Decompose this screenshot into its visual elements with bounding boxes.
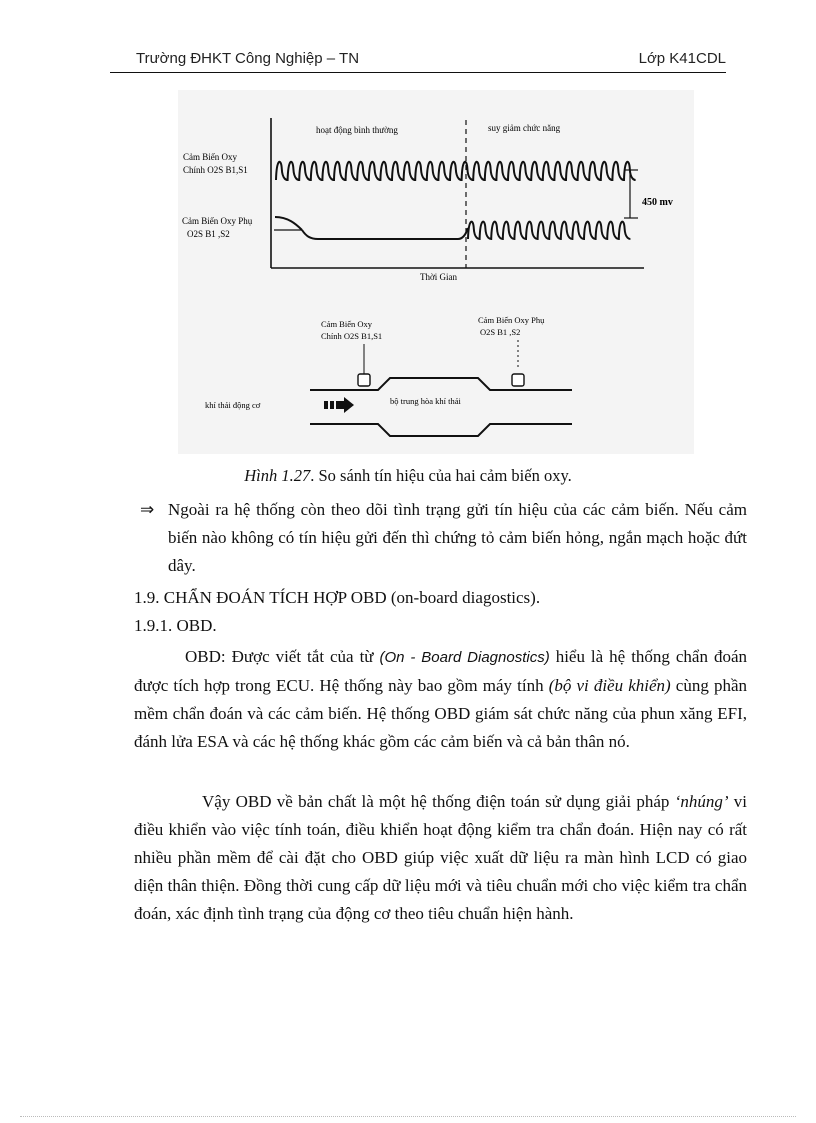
pipe-top-wall bbox=[310, 378, 572, 390]
p2-term: ‘nhúng’ bbox=[674, 792, 729, 811]
sub-sensor-label: Cảm Biến Oxy Phụ bbox=[182, 216, 253, 226]
normal-label: hoạt động bình thường bbox=[316, 125, 398, 135]
bullet-paragraph bbox=[134, 496, 747, 580]
subsection-heading: 1.9.1. OBD. bbox=[134, 616, 217, 635]
page-bottom-border bbox=[20, 1116, 796, 1117]
exhaust-flow-arrow bbox=[324, 397, 354, 413]
sub-sensor-settle bbox=[275, 217, 302, 230]
sub-sensor-probe bbox=[512, 374, 524, 386]
p1-term: (On - Board Diagnostics) bbox=[379, 649, 550, 666]
header-class: Lớp K41CDL bbox=[638, 50, 726, 67]
p1-text-e: cùng phần mềm chẩn đoán và các cảm biến. Hệ thống OBD giám sát chức năng của phun xăng EFI, đánh lửa ESA và các hệ thống khác gồm các cảm biến và cả bản thân nó. bbox=[134, 676, 747, 751]
sub-sensor-code: O2S B1 ,S2 bbox=[187, 229, 230, 239]
sub-sensor-waveform bbox=[468, 222, 630, 239]
section-heading: 1.9. CHẨN ĐOÁN TÍCH HỢP OBD (on-board diagostics). bbox=[134, 588, 541, 607]
figure-caption-text: . So sánh tín hiệu của hai cảm biến oxy. bbox=[310, 466, 572, 485]
sensor-diagram bbox=[178, 90, 694, 454]
p2-text-a: Vậy OBD về bản chất là một hệ thống điện toán sử dụng giải pháp bbox=[202, 792, 675, 811]
main-sensor-probe bbox=[358, 374, 370, 386]
converter-label: bộ trung hòa khí thải bbox=[390, 396, 461, 406]
oxygen-sensor-figure bbox=[178, 90, 694, 454]
main-sensor-label: Cảm Biến Oxy bbox=[183, 152, 237, 162]
pipe-bottom-wall bbox=[310, 424, 572, 436]
bullet-text: Ngoài ra hệ thống còn theo dõi tình trạng gửi tín hiệu của các cảm biến. Nếu cảm biến nào không có tín hiệu gửi đến thì chứng tỏ cảm biến hỏng, ngắn mạch hoặc đứt dây. bbox=[168, 500, 747, 575]
main-sensor-code: Chính O2S B1,S1 bbox=[183, 165, 248, 175]
p1-text-a: OBD: Được viết tắt của từ bbox=[185, 647, 380, 666]
pipe-sub-code: O2S B1 ,S2 bbox=[480, 327, 521, 337]
implies-arrow-icon: ⇒ bbox=[140, 500, 155, 519]
exhaust-label: khí thải động cơ bbox=[205, 400, 261, 410]
figure-number: Hình 1.27 bbox=[244, 466, 311, 485]
pipe-sub-label: Cảm Biến Oxy Phụ bbox=[478, 315, 545, 325]
p1-term-2: (bộ vi điều khiển) bbox=[548, 676, 671, 695]
p2-text-c: vi điều khiển vào việc tính toán, điều khiển hoạt động kiểm tra chẩn đoán. Hiện nay có rất nhiều phần mềm để cài đặt cho OBD giúp việc xuất dữ liệu ra màn hình LCD có giao diện thân thiện. Đồng thời cung cấp dữ liệu mới và tiêu chuẩn mới cho việc kiểm tra chẩn đoán, xác định tình trạng của động cơ theo tiêu chuẩn hiện hành. bbox=[134, 792, 747, 923]
pipe-main-label: Cảm Biến Oxy bbox=[321, 319, 372, 329]
sub-sensor-flat bbox=[302, 228, 468, 239]
obd-definition-paragraph bbox=[134, 643, 747, 756]
pipe-main-code: Chính O2S B1,S1 bbox=[321, 331, 383, 341]
figure-caption bbox=[0, 466, 816, 486]
main-sensor-waveform bbox=[276, 162, 636, 180]
voltage-label: 450 mv bbox=[642, 197, 673, 208]
page-header bbox=[110, 44, 726, 73]
obd-nature-paragraph bbox=[134, 788, 747, 928]
p1-text-c: hiểu là hệ thống chẩn đoán được tích hợp trong ECU. Hệ thống này bao gồm máy tính bbox=[134, 647, 747, 695]
time-label: Thời Gian bbox=[420, 272, 458, 282]
degraded-label: suy giảm chức năng bbox=[488, 123, 561, 133]
header-school: Trường ĐHKT Công Nghiệp – TN bbox=[136, 50, 360, 67]
